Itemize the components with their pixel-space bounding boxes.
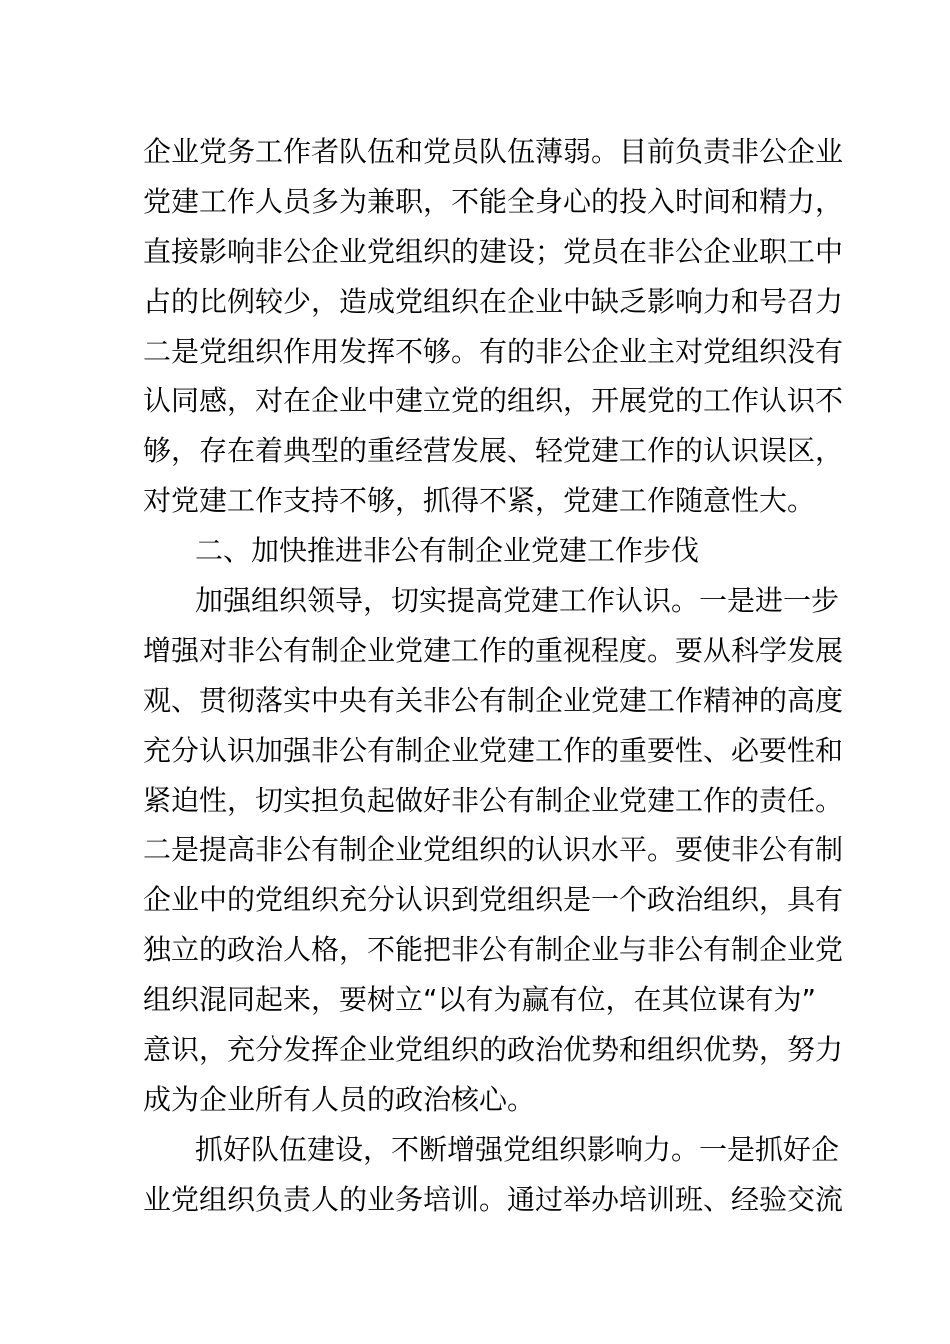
text-line: 业党组织负责人的业务培训。通过举办培训班、经验交流	[143, 1182, 844, 1216]
text-line: 企业中的党组织充分认识到党组织是一个政治组织，具有	[143, 883, 844, 917]
text-line: 组织混同起来，要树立“以有为赢有位，在其位谋有为”	[143, 983, 817, 1017]
paragraph-start-line: 抓好队伍建设，不断增强党组织影响力。一是抓好企	[195, 1132, 840, 1166]
text-line: 成为企业所有人员的政治核心。	[143, 1082, 536, 1116]
paragraph-start-line: 加强组织领导，切实提高党建工作认识。一是进一步	[195, 584, 840, 618]
text-line: 增强对非公有制企业党建工作的重视程度。要从科学发展	[143, 633, 844, 667]
text-line: 紧迫性，切实担负起做好非公有制企业党建工作的责任。	[143, 783, 844, 817]
text-line: 意识，充分发挥企业党组织的政治优势和组织优势，努力	[143, 1033, 844, 1067]
section-heading: 二、加快推进非公有制企业党建工作步伐	[195, 534, 700, 568]
text-line: 认同感，对在企业中建立党的组织，开展党的工作认识不	[143, 384, 844, 418]
text-line: 占的比例较少，造成党组织在企业中缺乏影响力和号召力	[143, 284, 844, 318]
text-line: 充分认识加强非公有制企业党建工作的重要性、必要性和	[143, 733, 844, 767]
text-line: 企业党务工作者队伍和党员队伍薄弱。目前负责非公企业	[143, 135, 844, 168]
text-line: 二是提高非公有制企业党组织的认识水平。要使非公有制	[143, 833, 844, 867]
text-line: 独立的政治人格，不能把非公有制企业与非公有制企业党	[143, 933, 844, 967]
text-line: 够，存在着典型的重经营发展、轻党建工作的认识误区，	[143, 434, 844, 468]
body-text	[143, 127, 844, 1225]
text-line: 直接影响非公企业党组织的建设；党员在非公企业职工中	[143, 234, 844, 268]
text-line: 观、贯彻落实中央有关非公有制企业党建工作精神的高度	[143, 683, 844, 717]
text-line: 对党建工作支持不够，抓得不紧，党建工作随意性大。	[143, 484, 816, 518]
text-line: 二是党组织作用发挥不够。有的非公企业主对党组织没有	[143, 334, 844, 368]
text-line: 党建工作人员多为兼职，不能全身心的投入时间和精力，	[143, 184, 844, 218]
